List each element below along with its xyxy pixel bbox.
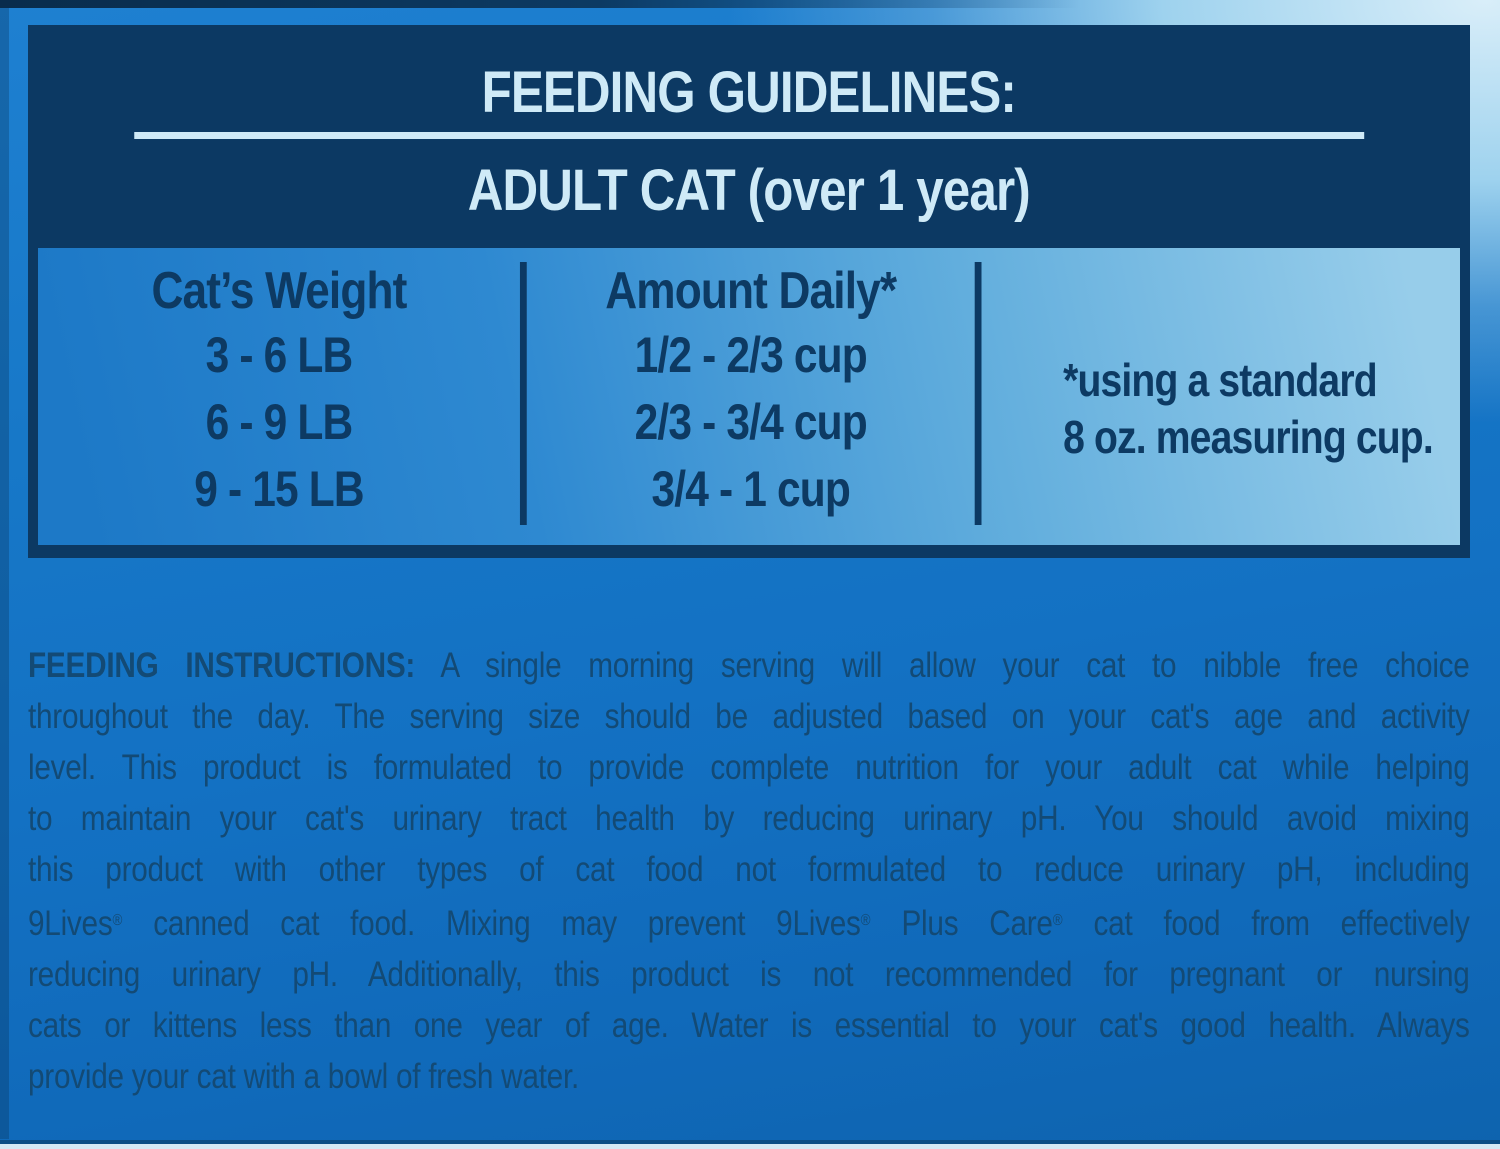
package-bottom-edge-highlight bbox=[0, 1144, 1500, 1149]
instructions-line: provide your cat with a bowl of fresh water. bbox=[28, 1056, 579, 1096]
note-line-1: *using a standard bbox=[1063, 354, 1377, 406]
feeding-guidelines-title: FEEDING GUIDELINES: bbox=[481, 60, 1017, 125]
adult-cat-subtitle: ADULT CAT (over 1 year) bbox=[467, 158, 1030, 223]
instructions-line: level. This product is formulated to provide complete nutrition for your adult cat while helping bbox=[28, 748, 1470, 787]
note-line-2: 8 oz. measuring cup. bbox=[1063, 411, 1433, 463]
amount-column bbox=[527, 248, 975, 545]
instructions-line: reducing urinary pH. Additionally, this product is not recommended for pregnant or nursing bbox=[28, 954, 1470, 994]
amount-row-3: 3/4 - 1 cup bbox=[651, 461, 850, 517]
amount-column-header: Amount Daily* bbox=[605, 262, 897, 320]
instructions-line: cats or kittens less than one year of age. Water is essential to your cat's good health. Always bbox=[28, 1005, 1470, 1045]
amount-row-2: 2/3 - 3/4 cup bbox=[634, 394, 867, 450]
instructions-text: A single morning serving will allow your cat to nibble free choice bbox=[415, 646, 1470, 685]
instructions-line: to maintain your cat's urinary tract health by reducing urinary pH. You should avoid mixing bbox=[28, 799, 1470, 838]
weight-column bbox=[38, 248, 520, 545]
package-top-edge-shadow bbox=[0, 0, 1500, 8]
instructions-line: this product with other types of cat food not formulated to reduce urinary pH, including bbox=[28, 850, 1470, 889]
instructions-line: throughout the day. The serving size should be adjusted based on your cat's age and activity bbox=[28, 697, 1470, 736]
weight-row-1: 3 - 6 LB bbox=[205, 327, 353, 383]
measuring-cup-note bbox=[982, 248, 1460, 545]
instructions-line bbox=[28, 640, 1470, 691]
weight-row-2: 6 - 9 LB bbox=[205, 394, 353, 450]
instructions-line: 9Lives® canned cat food. Mixing may prevent 9Lives® Plus Care® cat food from effectively bbox=[28, 903, 1470, 943]
feeding-instructions bbox=[28, 640, 1470, 1110]
title-underline bbox=[134, 132, 1364, 139]
column-divider bbox=[520, 262, 527, 525]
feeding-table bbox=[38, 248, 1460, 545]
feeding-instructions-label: FEEDING INSTRUCTIONS: bbox=[28, 646, 416, 685]
weight-column-header: Cat’s Weight bbox=[151, 262, 407, 320]
feeding-guidelines-panel bbox=[28, 25, 1470, 558]
column-divider bbox=[975, 262, 982, 525]
package-left-edge-shadow bbox=[0, 8, 9, 1139]
amount-row-1: 1/2 - 2/3 cup bbox=[634, 327, 867, 383]
panel-header bbox=[28, 25, 1470, 248]
weight-row-3: 9 - 15 LB bbox=[194, 461, 364, 517]
